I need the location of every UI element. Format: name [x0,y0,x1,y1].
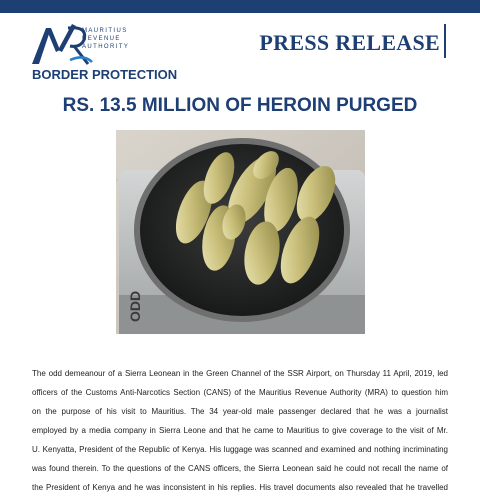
article-body [32,364,448,497]
body-line: was found therein. To the questions of the CANS officers, the Sierra Leonean said he could not recall the name of [32,464,448,473]
headline: RS. 13.5 MILLION OF HEROIN PURGED [62,95,418,116]
press-release-title: PRESS RELEASE [259,30,440,55]
section-label: BORDER PROTECTION [32,67,178,82]
logo-wordmark: MAURITIUS REVENUE AUTHORITY [82,28,130,50]
body-line: U. Kenyatta, President of the Republic of Kenya. His luggage was scanned and examined and nothing incriminating [32,445,448,454]
body-line: the President of Kenya and he was inconsistent in his replies. His travel documents also revealed that he travelled [32,483,448,492]
scale-label: ODD [127,290,143,322]
body-line: officers of the Customs Anti-Narcotics Section (CANS) of the Mauritius Revenue Authority (MRA) to question him [32,388,448,397]
top-banner [0,0,480,13]
body-line: The odd demeanour of a Sierra Leonean in the Green Channel of the SSR Airport, on Thursday 11 April, 2019, led [32,369,448,378]
body-line: on the purpose of his visit to Mauritius. The 34 year-old male passenger declared that he was a journalist [32,407,448,416]
title-divider [444,24,446,58]
body-line: employed by a media company in Sierra Leone and that he came to Mauritius to give coverage to the visit of Mr. [32,426,448,435]
heroin-pellets-photo [116,130,365,334]
